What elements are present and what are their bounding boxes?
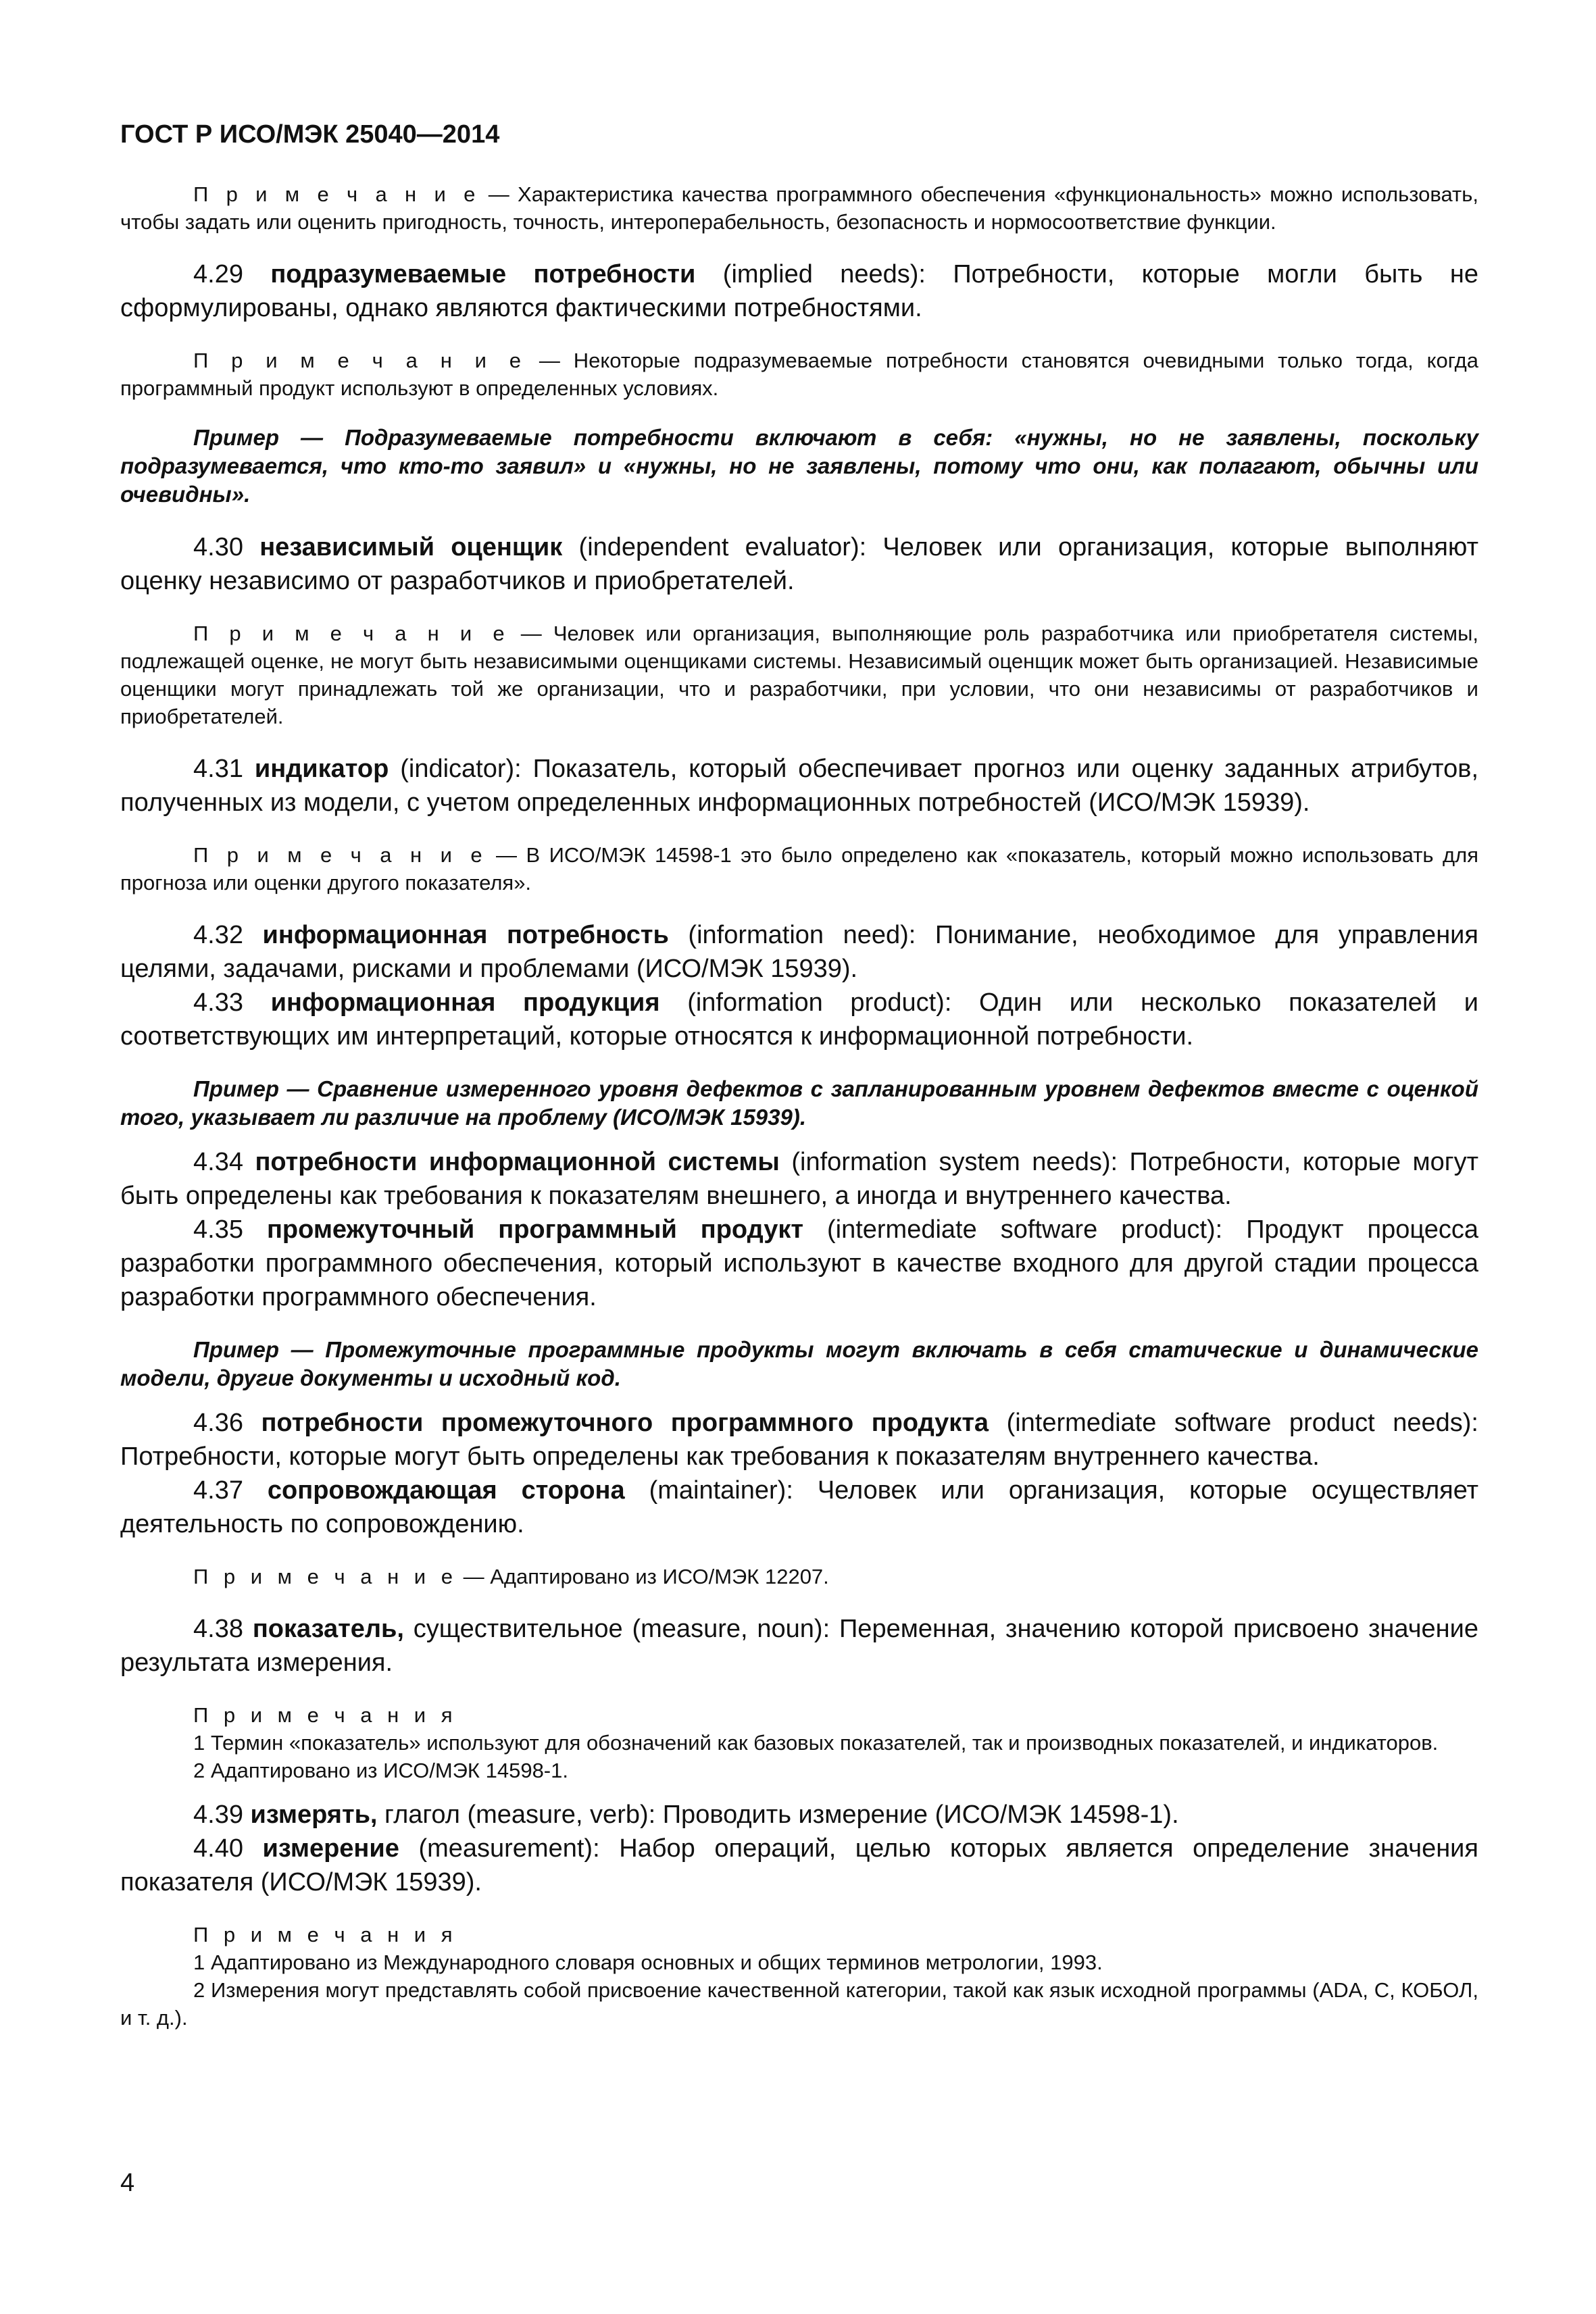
term-name: показатель,	[252, 1615, 404, 1643]
term-4-29: 4.29 подразумеваемые потребности (implied needs): Потребности, которые могли быть не сформулированы, однако являются фактическими потребностями.	[120, 260, 1478, 322]
term-4-31: 4.31 индикатор (indicator): Показатель, который обеспечивает прогноз или оценку заданных атрибутов, полученных из модели, с учетом определенных информационных потребностей (ИСО/МЭК 15939).	[120, 755, 1478, 817]
term-definition: (intermediate software product): Продукт процесса разработки программного обеспечения, который используют в качестве входного для другой стадии процесса разработки программного обеспечения.	[120, 1215, 1479, 1311]
term-name: независимый оценщик	[259, 533, 563, 561]
note-4-31: П р и м е ч а н и е — В ИСО/МЭК 14598-1 это было определено как «показатель, который можно использовать для прогноза или оценки другого показателя».	[120, 843, 1478, 895]
term-definition: (implied needs): Потребности, которые могли быть не сформулированы, однако являются фактическими потребностями.	[120, 260, 1478, 322]
term-definition: (measurement): Набор операций, целью которых является определение значения показателя (ИСО/МЭК 15939).	[120, 1834, 1478, 1896]
example-4-29: Пример — Подразумеваемые потребности включают в себя: «нужны, но не заявлены, поскольку подразумевается, что кто-то заявил» и «нужны, но не заявлены, потому что они, как полагают, обычны или очевидны».	[120, 425, 1478, 507]
term-name: информационная потребность	[262, 921, 669, 949]
term-4-33: 4.33 информационная продукция (information product): Один или несколько показателей и соответствующих им интерпретаций, которые относятся к информационной потребности.	[120, 988, 1479, 1051]
document-header: ГОСТ Р ИСО/МЭК 25040—2014	[120, 120, 500, 149]
term-4-30: 4.30 независимый оценщик (independent evaluator): Человек или организация, которые выполняют оценку независимо от разработчиков и приобретателей.	[120, 533, 1478, 595]
term-4-37: 4.37 сопровождающая сторона (maintainer): Человек или организация, которые осуществляет деятельность по сопровождению.	[120, 1476, 1478, 1538]
term-name: промежуточный программный продукт	[266, 1215, 803, 1244]
term-definition: (indicator): Показатель, который обеспечивает прогноз или оценку заданных атрибутов, полученных из модели, с учетом определенных информационных потребностей (ИСО/МЭК 15939).	[120, 755, 1478, 817]
term-name: измерение	[262, 1834, 399, 1863]
note-label: П р и м е ч а н и е	[193, 182, 480, 206]
example-4-33: Пример — Сравнение измеренного уровня дефектов с запланированным уровнем дефектов вместе с оценкой того, указывает ли различие на проблему (ИСО/МЭК 15939).	[120, 1076, 1478, 1130]
term-4-38: 4.38 показатель, существительное (measure, noun): Переменная, значению которой присвоено значение результата измерения.	[120, 1615, 1478, 1677]
note-text: Человек или организация, выполняющие роль разработчика или приобретателя системы, подлежащей оценке, не могут быть независимыми оценщиками системы. Независимый оценщик может быть организацией. Независимые оценщики могут принадлежать той же организации, что и разработчики, при условии, что они независимы от разработчиков и приобретателей.	[120, 622, 1478, 728]
page-number: 4	[120, 2169, 135, 2197]
term-definition: (independent evaluator): Человек или организация, которые выполняют оценку независимо от разработчиков и приобретателей.	[120, 533, 1478, 595]
term-4-40: 4.40 измерение (measurement): Набор операций, целью которых является определение значения показателя (ИСО/МЭК 15939).	[120, 1834, 1478, 1896]
term-definition: (intermediate software product needs): Потребности, которые могут быть определены как требования к показателям внутреннего качества.	[120, 1409, 1478, 1471]
term-name: потребности информационной системы	[255, 1148, 780, 1176]
notes-label-4-38: П р и м е ч а н и я	[193, 1703, 457, 1727]
note-label: П р и м е ч а н и е	[193, 1565, 457, 1588]
note-4-29: П р и м е ч а н и е — Некоторые подразумеваемые потребности становятся очевидными только тогда, когда программный продукт используют в определенных условиях.	[120, 349, 1478, 400]
term-name: подразумеваемые потребности	[270, 260, 696, 288]
term-definition: (maintainer): Человек или организация, которые осуществляет деятельность по сопровождению.	[120, 1476, 1478, 1538]
term-name: измерять,	[250, 1801, 378, 1829]
document-page	[120, 120, 1478, 2032]
note-4-40-2: 2 Измерения могут представлять собой присвоение качественной категории, такой как язык исходной программы (ADA, C, КОБОЛ, и т. д.).	[120, 1978, 1478, 2030]
term-definition: глагол (measure, verb): Проводить измерение (ИСО/МЭК 14598-1).	[377, 1801, 1179, 1829]
term-name: индикатор	[254, 755, 389, 783]
note-label: П р и м е ч а н и е	[193, 349, 526, 372]
term-4-35: 4.35 промежуточный программный продукт (intermediate software product): Продукт процесса разработки программного обеспечения, который используют в качестве входного для другой стадии процесса разработки программного обеспечения.	[120, 1215, 1479, 1311]
note-text: Характеристика качества программного обеспечения «функциональность» можно использовать, чтобы задать или оценить пригодность, точность, интероперабельность, безопасность и нормосоответствие функции.	[120, 182, 1478, 234]
term-definition: (information system needs): Потребности, которые могут быть определены как требования к показателям внешнего, а иногда и внутреннего качества.	[120, 1148, 1478, 1210]
note-text: Адаптировано из ИСО/МЭК 12207.	[490, 1565, 829, 1588]
note-4-38-2: 2 Адаптировано из ИСО/МЭК 14598-1.	[193, 1759, 568, 1782]
term-name: потребности промежуточного программного продукта	[261, 1409, 989, 1437]
term-definition: (information product): Один или несколько показателей и соответствующих им интерпретаций, которые относятся к информационной потребности.	[120, 988, 1479, 1051]
note-4-38-1: 1 Термин «показатель» используют для обозначений как базовых показателей, так и производных показателей, и индикаторов.	[193, 1731, 1439, 1755]
note-label: П р и м е ч а н и е	[193, 843, 487, 867]
term-name: сопровождающая сторона	[267, 1476, 625, 1505]
note-4-37: П р и м е ч а н и е — Адаптировано из ИСО/МЭК 12207.	[193, 1565, 829, 1588]
notes-label-4-40: П р и м е ч а н и я	[193, 1923, 457, 1946]
note-text: Некоторые подразумеваемые потребности становятся очевидными только тогда, когда программный продукт используют в определенных условиях.	[120, 349, 1478, 400]
term-4-39: 4.39 измерять, глагол (measure, verb): Проводить измерение (ИСО/МЭК 14598-1).	[193, 1801, 1179, 1829]
term-definition: существительное (measure, noun): Переменная, значению которой присвоено значение результата измерения.	[120, 1615, 1478, 1677]
term-definition: (information need): Понимание, необходимое для управления целями, задачами, рисками и проблемами (ИСО/МЭК 15939).	[120, 921, 1478, 983]
term-name: информационная продукция	[270, 988, 660, 1017]
example-4-35: Пример — Промежуточные программные продукты могут включать в себя статические и динамические модели, другие документы и исходный код.	[120, 1337, 1478, 1390]
term-4-34: 4.34 потребности информационной системы (information system needs): Потребности, которые могут быть определены как требования к показателям внешнего, а иногда и внутреннего качества.	[120, 1148, 1478, 1210]
note-4-30: П р и м е ч а н и е — Человек или организация, выполняющие роль разработчика или приобретателя системы, подлежащей оценке, не могут быть независимыми оценщиками системы. Независимый оценщик может быть организацией. Независимые оценщики могут принадлежать той же организации, что и разработчики, при условии, что они независимы от разработчиков и приобретателей.	[120, 622, 1478, 728]
note-label: П р и м е ч а н и е	[193, 622, 509, 645]
term-4-36: 4.36 потребности промежуточного программного продукта (intermediate software product needs): Потребности, которые могут быть определены как требования к показателям внутреннего качества.	[120, 1409, 1478, 1471]
term-4-32: 4.32 информационная потребность (information need): Понимание, необходимое для управления целями, задачами, рисками и проблемами (ИСО/МЭК 15939).	[120, 921, 1478, 983]
note-functionality: П р и м е ч а н и е — Характеристика качества программного обеспечения «функциональность» можно использовать, чтобы задать или оценить пригодность, точность, интероперабельность, безопасность и нормосоответствие функции.	[120, 182, 1478, 234]
note-text: В ИСО/МЭК 14598-1 это было определено как «показатель, который можно использовать для прогноза или оценки другого показателя».	[120, 843, 1478, 895]
note-4-40-1: 1 Адаптировано из Международного словаря основных и общих терминов метрологии, 1993.	[193, 1951, 1103, 1974]
